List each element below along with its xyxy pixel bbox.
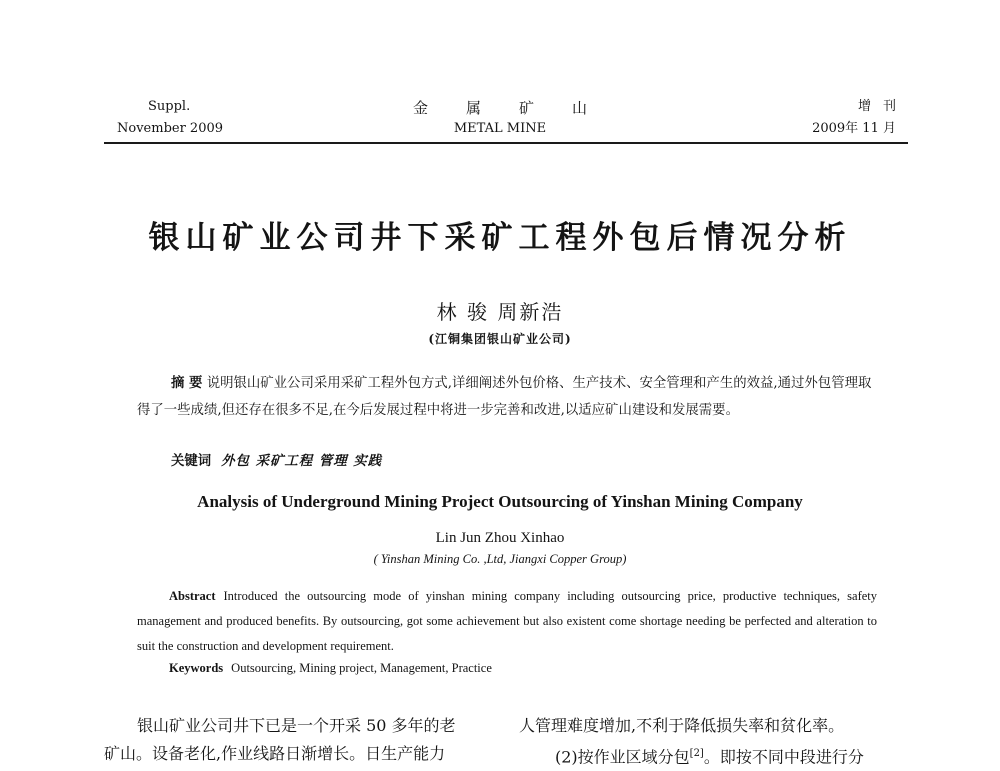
body-left-line: 矿山。设备老化,作业线路日渐增长。日生产能力 (104, 744, 446, 763)
body-left-line: 银山矿业公司井下已是一个开采 50 多年的老 (137, 716, 456, 735)
citation-ref[interactable]: [2] (689, 748, 704, 759)
abstract-en (137, 584, 877, 659)
affiliation-en: ( Yinshan Mining Co. ,Ltd, Jiangxi Copper Group) (373, 552, 627, 566)
keywords-cn-label: 关键词 (171, 454, 212, 469)
affiliation-cn: (江铜集团银山矿业公司) (428, 332, 572, 346)
header-date-en: November 2009 (117, 121, 224, 136)
authors-cn: 林 骏 周新浩 (436, 300, 564, 324)
body-right-text: 。即按不同中段进行分 (703, 747, 864, 767)
keywords-cn-items: 外包 采矿工程 管理 实践 (221, 453, 383, 469)
header-supplement-cn: 增刊 (857, 99, 908, 114)
header-date-cn: 2009年 11 月 (812, 121, 896, 136)
body-right-line: 人管理难度增加,不利于降低损失率和贫化率。 (519, 716, 845, 735)
keywords-en-items: Outsourcing, Mining project, Management, Practice (231, 661, 492, 675)
header-rule (104, 142, 908, 144)
authors-en: Lin Jun Zhou Xinhao (435, 530, 565, 546)
keywords-en-label: Keywords (169, 661, 224, 675)
abstract-cn-label: 摘 要 (171, 376, 203, 391)
paper-title-en: Analysis of Underground Mining Project Outsourcing of Yinshan Mining Company (197, 492, 803, 511)
abstract-cn (137, 370, 877, 424)
keywords-cn (171, 451, 382, 472)
body-right-text: (2)按作业区域分包 (555, 747, 690, 767)
journal-name-en: METAL MINE (453, 121, 547, 136)
body-right-line (555, 740, 864, 771)
abstract-en-text: Introduced the outsourcing mode of yinshan mining company including outsourcing price, productive techniques, safety management and produced benefits. By outsourcing, got some achievement but also existent come shortage needing be perfected and alteration to suit the construction and development requirement. (137, 589, 877, 653)
paper-title-cn: 银山矿业公司井下采矿工程外包后情况分析 (148, 220, 852, 256)
abstract-en-label: Abstract (169, 589, 216, 603)
header-suppl: Suppl. (148, 99, 191, 114)
keywords-en (169, 661, 492, 676)
journal-name-cn: 金属矿山 (412, 99, 625, 117)
abstract-cn-text: 说明银山矿业公司采用采矿工程外包方式,详细阐述外包价格、生产技术、安全管理和产生的效益,通过外包管理取得了一些成绩,但还存在很多不足,在今后发展过程中将进一步完善和改进,以适应矿山建设和发展需要。 (137, 376, 872, 418)
